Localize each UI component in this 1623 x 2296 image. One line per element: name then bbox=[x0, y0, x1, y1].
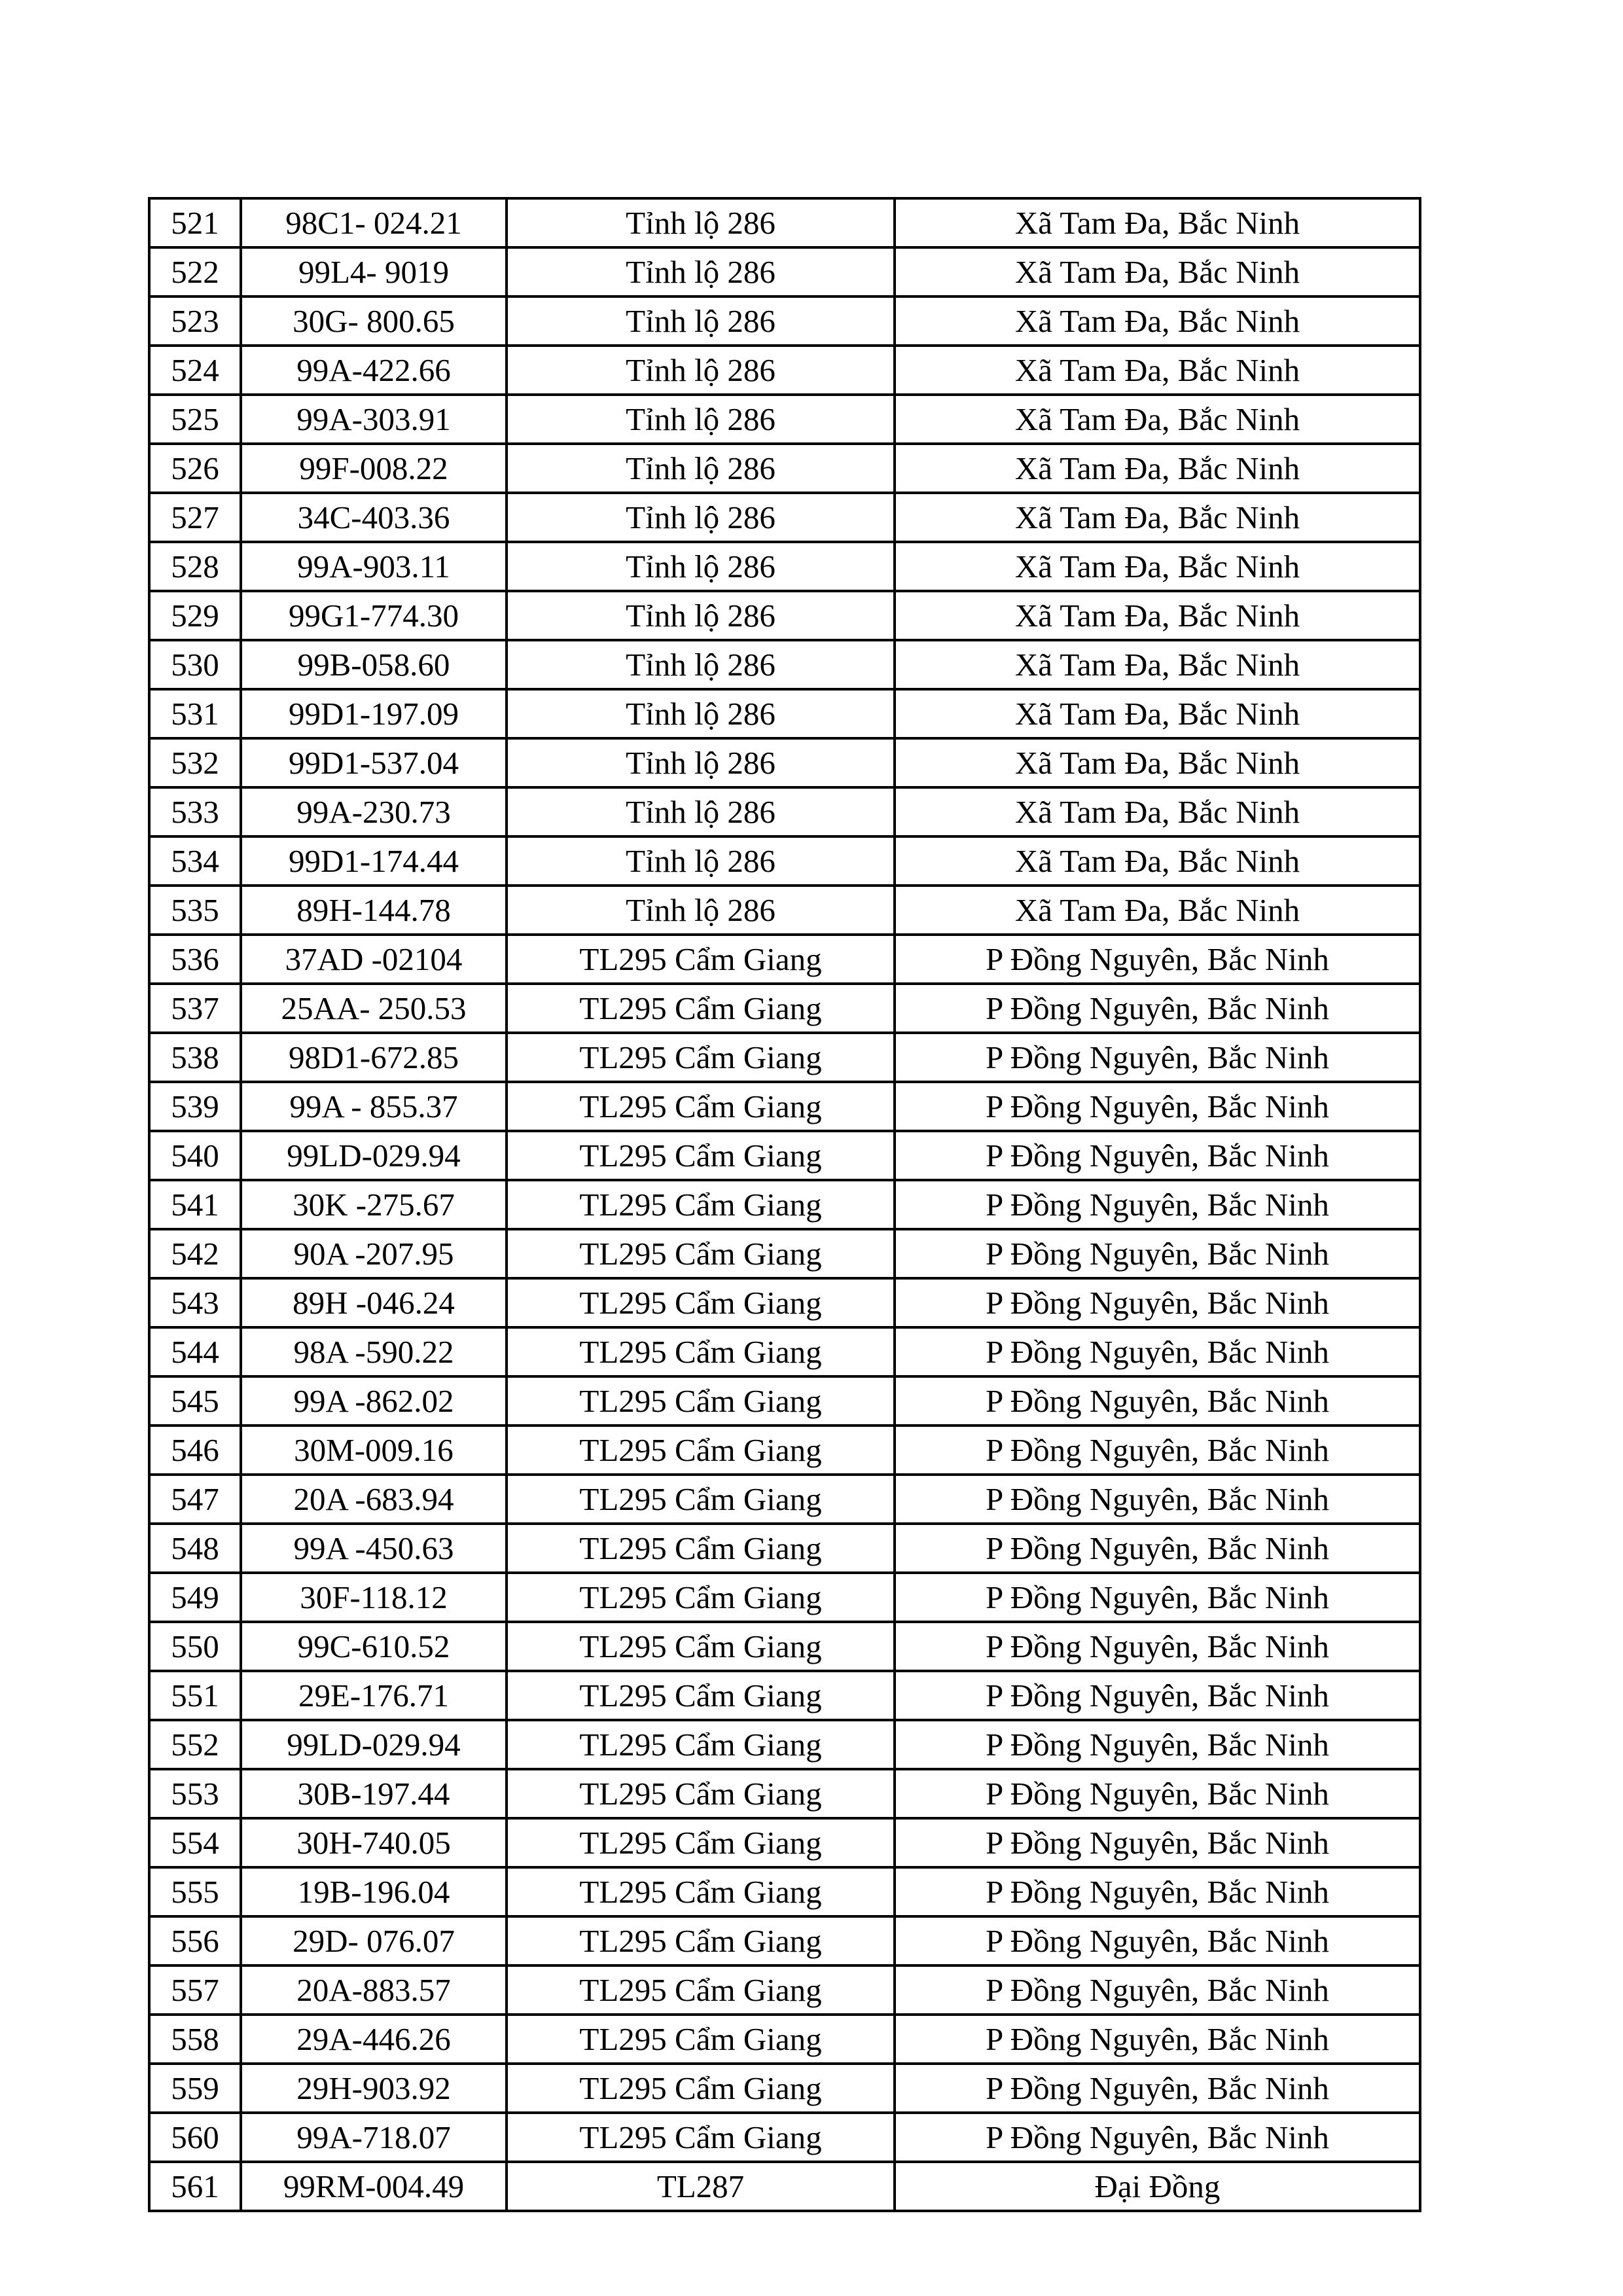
road-cell: Tỉnh lộ 286 bbox=[507, 591, 895, 640]
row-number-cell: 530 bbox=[149, 640, 241, 689]
row-number-cell: 526 bbox=[149, 444, 241, 493]
license-plate-cell: 99D1-537.04 bbox=[241, 738, 507, 787]
row-number-cell: 549 bbox=[149, 1573, 241, 1622]
location-cell: P Đồng Nguyên, Bắc Ninh bbox=[895, 1818, 1420, 1867]
row-number-cell: 534 bbox=[149, 836, 241, 886]
table-row bbox=[149, 1426, 1420, 1475]
road-cell: TL295 Cẩm Giang bbox=[507, 1622, 895, 1671]
license-plate-cell: 99RM-004.49 bbox=[241, 2162, 507, 2211]
table-row bbox=[149, 1769, 1420, 1818]
road-cell: TL295 Cẩm Giang bbox=[507, 1867, 895, 1916]
row-number-cell: 525 bbox=[149, 395, 241, 444]
row-number-cell: 556 bbox=[149, 1916, 241, 1965]
row-number-cell: 537 bbox=[149, 984, 241, 1033]
table-row bbox=[149, 640, 1420, 689]
location-cell: Xã Tam Đa, Bắc Ninh bbox=[895, 493, 1420, 542]
location-cell: Xã Tam Đa, Bắc Ninh bbox=[895, 886, 1420, 935]
road-cell: Tỉnh lộ 286 bbox=[507, 787, 895, 836]
table-row bbox=[149, 2113, 1420, 2162]
location-cell: P Đồng Nguyên, Bắc Ninh bbox=[895, 2015, 1420, 2064]
table-row bbox=[149, 198, 1420, 247]
table-row bbox=[149, 1720, 1420, 1769]
road-cell: Tỉnh lộ 286 bbox=[507, 247, 895, 296]
road-cell: TL295 Cẩm Giang bbox=[507, 1720, 895, 1769]
license-plate-cell: 89H -046.24 bbox=[241, 1278, 507, 1327]
license-plate-cell: 20A -683.94 bbox=[241, 1475, 507, 1524]
row-number-cell: 560 bbox=[149, 2113, 241, 2162]
table-row bbox=[149, 738, 1420, 787]
table-body bbox=[149, 198, 1420, 2211]
table-row bbox=[149, 1867, 1420, 1916]
location-cell: P Đồng Nguyên, Bắc Ninh bbox=[895, 1475, 1420, 1524]
table-row bbox=[149, 444, 1420, 493]
license-plate-cell: 29H-903.92 bbox=[241, 2064, 507, 2113]
table-row bbox=[149, 787, 1420, 836]
road-cell: TL295 Cẩm Giang bbox=[507, 1180, 895, 1229]
license-plate-cell: 99D1-174.44 bbox=[241, 836, 507, 886]
table-row bbox=[149, 1524, 1420, 1573]
road-cell: Tỉnh lộ 286 bbox=[507, 640, 895, 689]
location-cell: P Đồng Nguyên, Bắc Ninh bbox=[895, 1916, 1420, 1965]
row-number-cell: 521 bbox=[149, 198, 241, 247]
location-cell: Xã Tam Đa, Bắc Ninh bbox=[895, 542, 1420, 591]
road-cell: TL295 Cẩm Giang bbox=[507, 1524, 895, 1573]
road-cell: TL295 Cẩm Giang bbox=[507, 2113, 895, 2162]
road-cell: TL295 Cẩm Giang bbox=[507, 984, 895, 1033]
road-cell: Tỉnh lộ 286 bbox=[507, 346, 895, 395]
road-cell: TL295 Cẩm Giang bbox=[507, 1671, 895, 1720]
row-number-cell: 544 bbox=[149, 1327, 241, 1376]
location-cell: Xã Tam Đa, Bắc Ninh bbox=[895, 787, 1420, 836]
table-row bbox=[149, 1180, 1420, 1229]
location-cell: P Đồng Nguyên, Bắc Ninh bbox=[895, 2064, 1420, 2113]
road-cell: Tỉnh lộ 286 bbox=[507, 738, 895, 787]
road-cell: Tỉnh lộ 286 bbox=[507, 689, 895, 738]
license-plate-cell: 98D1-672.85 bbox=[241, 1033, 507, 1082]
license-plate-cell: 99A-230.73 bbox=[241, 787, 507, 836]
license-plate-cell: 99L4- 9019 bbox=[241, 247, 507, 296]
location-cell: P Đồng Nguyên, Bắc Ninh bbox=[895, 1622, 1420, 1671]
row-number-cell: 551 bbox=[149, 1671, 241, 1720]
location-cell: P Đồng Nguyên, Bắc Ninh bbox=[895, 1671, 1420, 1720]
table-row bbox=[149, 836, 1420, 886]
license-plate-cell: 37AD -02104 bbox=[241, 935, 507, 984]
location-cell: P Đồng Nguyên, Bắc Ninh bbox=[895, 1573, 1420, 1622]
table-row bbox=[149, 1671, 1420, 1720]
license-plate-cell: 99G1-774.30 bbox=[241, 591, 507, 640]
row-number-cell: 523 bbox=[149, 296, 241, 346]
row-number-cell: 539 bbox=[149, 1082, 241, 1131]
license-plate-cell: 30B-197.44 bbox=[241, 1769, 507, 1818]
location-cell: P Đồng Nguyên, Bắc Ninh bbox=[895, 1229, 1420, 1278]
row-number-cell: 542 bbox=[149, 1229, 241, 1278]
location-cell: P Đồng Nguyên, Bắc Ninh bbox=[895, 1426, 1420, 1475]
road-cell: TL295 Cẩm Giang bbox=[507, 1426, 895, 1475]
road-cell: TL295 Cẩm Giang bbox=[507, 1229, 895, 1278]
table-row bbox=[149, 1573, 1420, 1622]
table-row bbox=[149, 689, 1420, 738]
road-cell: Tỉnh lộ 286 bbox=[507, 444, 895, 493]
row-number-cell: 538 bbox=[149, 1033, 241, 1082]
table-row bbox=[149, 1965, 1420, 2015]
table-row bbox=[149, 1229, 1420, 1278]
row-number-cell: 535 bbox=[149, 886, 241, 935]
license-plate-cell: 34C-403.36 bbox=[241, 493, 507, 542]
location-cell: P Đồng Nguyên, Bắc Ninh bbox=[895, 1082, 1420, 1131]
license-plate-cell: 99D1-197.09 bbox=[241, 689, 507, 738]
license-plate-cell: 90A -207.95 bbox=[241, 1229, 507, 1278]
row-number-cell: 559 bbox=[149, 2064, 241, 2113]
license-plate-cell: 99B-058.60 bbox=[241, 640, 507, 689]
table-row bbox=[149, 1475, 1420, 1524]
road-cell: Tỉnh lộ 286 bbox=[507, 296, 895, 346]
location-cell: P Đồng Nguyên, Bắc Ninh bbox=[895, 1376, 1420, 1426]
license-plate-cell: 99A-303.91 bbox=[241, 395, 507, 444]
table-row bbox=[149, 1818, 1420, 1867]
location-cell: P Đồng Nguyên, Bắc Ninh bbox=[895, 1769, 1420, 1818]
license-plate-cell: 98A -590.22 bbox=[241, 1327, 507, 1376]
road-cell: Tỉnh lộ 286 bbox=[507, 836, 895, 886]
row-number-cell: 543 bbox=[149, 1278, 241, 1327]
row-number-cell: 528 bbox=[149, 542, 241, 591]
road-cell: Tỉnh lộ 286 bbox=[507, 493, 895, 542]
row-number-cell: 533 bbox=[149, 787, 241, 836]
road-cell: TL295 Cẩm Giang bbox=[507, 2064, 895, 2113]
table-row bbox=[149, 1622, 1420, 1671]
license-plate-cell: 25AA- 250.53 bbox=[241, 984, 507, 1033]
row-number-cell: 546 bbox=[149, 1426, 241, 1475]
location-cell: Đại Đồng bbox=[895, 2162, 1420, 2211]
row-number-cell: 531 bbox=[149, 689, 241, 738]
location-cell: P Đồng Nguyên, Bắc Ninh bbox=[895, 1327, 1420, 1376]
row-number-cell: 529 bbox=[149, 591, 241, 640]
road-cell: TL295 Cẩm Giang bbox=[507, 1131, 895, 1180]
license-plate-cell: 99LD-029.94 bbox=[241, 1720, 507, 1769]
license-plate-cell: 99A-422.66 bbox=[241, 346, 507, 395]
row-number-cell: 557 bbox=[149, 1965, 241, 2015]
license-plate-cell: 99F-008.22 bbox=[241, 444, 507, 493]
row-number-cell: 547 bbox=[149, 1475, 241, 1524]
table-row bbox=[149, 1082, 1420, 1131]
road-cell: Tỉnh lộ 286 bbox=[507, 198, 895, 247]
row-number-cell: 553 bbox=[149, 1769, 241, 1818]
row-number-cell: 532 bbox=[149, 738, 241, 787]
table-row bbox=[149, 1131, 1420, 1180]
row-number-cell: 541 bbox=[149, 1180, 241, 1229]
location-cell: Xã Tam Đa, Bắc Ninh bbox=[895, 689, 1420, 738]
license-plate-cell: 29D- 076.07 bbox=[241, 1916, 507, 1965]
license-plate-cell: 99LD-029.94 bbox=[241, 1131, 507, 1180]
location-cell: Xã Tam Đa, Bắc Ninh bbox=[895, 346, 1420, 395]
row-number-cell: 554 bbox=[149, 1818, 241, 1867]
table-row bbox=[149, 886, 1420, 935]
row-number-cell: 524 bbox=[149, 346, 241, 395]
road-cell: TL295 Cẩm Giang bbox=[507, 1475, 895, 1524]
location-cell: Xã Tam Đa, Bắc Ninh bbox=[895, 444, 1420, 493]
location-cell: Xã Tam Đa, Bắc Ninh bbox=[895, 395, 1420, 444]
road-cell: Tỉnh lộ 286 bbox=[507, 886, 895, 935]
vehicle-record-table bbox=[148, 197, 1421, 2212]
location-cell: P Đồng Nguyên, Bắc Ninh bbox=[895, 1965, 1420, 2015]
location-cell: P Đồng Nguyên, Bắc Ninh bbox=[895, 1180, 1420, 1229]
table-row bbox=[149, 2064, 1420, 2113]
license-plate-cell: 99A -862.02 bbox=[241, 1376, 507, 1426]
license-plate-cell: 30M-009.16 bbox=[241, 1426, 507, 1475]
table-row bbox=[149, 2162, 1420, 2211]
row-number-cell: 536 bbox=[149, 935, 241, 984]
location-cell: Xã Tam Đa, Bắc Ninh bbox=[895, 296, 1420, 346]
table-row bbox=[149, 346, 1420, 395]
road-cell: Tỉnh lộ 286 bbox=[507, 542, 895, 591]
table-row bbox=[149, 1376, 1420, 1426]
road-cell: TL295 Cẩm Giang bbox=[507, 1769, 895, 1818]
location-cell: P Đồng Nguyên, Bắc Ninh bbox=[895, 1033, 1420, 1082]
row-number-cell: 558 bbox=[149, 2015, 241, 2064]
row-number-cell: 561 bbox=[149, 2162, 241, 2211]
table-row bbox=[149, 247, 1420, 296]
location-cell: P Đồng Nguyên, Bắc Ninh bbox=[895, 1524, 1420, 1573]
table-row bbox=[149, 493, 1420, 542]
row-number-cell: 555 bbox=[149, 1867, 241, 1916]
row-number-cell: 552 bbox=[149, 1720, 241, 1769]
location-cell: Xã Tam Đa, Bắc Ninh bbox=[895, 836, 1420, 886]
location-cell: Xã Tam Đa, Bắc Ninh bbox=[895, 738, 1420, 787]
table-row bbox=[149, 935, 1420, 984]
table-row bbox=[149, 2015, 1420, 2064]
row-number-cell: 545 bbox=[149, 1376, 241, 1426]
license-plate-cell: 99A -450.63 bbox=[241, 1524, 507, 1573]
road-cell: TL295 Cẩm Giang bbox=[507, 1573, 895, 1622]
road-cell: TL287 bbox=[507, 2162, 895, 2211]
road-cell: TL295 Cẩm Giang bbox=[507, 1916, 895, 1965]
row-number-cell: 548 bbox=[149, 1524, 241, 1573]
license-plate-cell: 19B-196.04 bbox=[241, 1867, 507, 1916]
license-plate-cell: 30K -275.67 bbox=[241, 1180, 507, 1229]
table-row bbox=[149, 984, 1420, 1033]
location-cell: Xã Tam Đa, Bắc Ninh bbox=[895, 591, 1420, 640]
location-cell: P Đồng Nguyên, Bắc Ninh bbox=[895, 1720, 1420, 1769]
location-cell: P Đồng Nguyên, Bắc Ninh bbox=[895, 935, 1420, 984]
table-row bbox=[149, 1327, 1420, 1376]
road-cell: TL295 Cẩm Giang bbox=[507, 1033, 895, 1082]
license-plate-cell: 30G- 800.65 bbox=[241, 296, 507, 346]
road-cell: TL295 Cẩm Giang bbox=[507, 1327, 895, 1376]
table-row bbox=[149, 296, 1420, 346]
location-cell: P Đồng Nguyên, Bắc Ninh bbox=[895, 1131, 1420, 1180]
table-row bbox=[149, 591, 1420, 640]
row-number-cell: 527 bbox=[149, 493, 241, 542]
table-row bbox=[149, 395, 1420, 444]
location-cell: P Đồng Nguyên, Bắc Ninh bbox=[895, 2113, 1420, 2162]
location-cell: Xã Tam Đa, Bắc Ninh bbox=[895, 247, 1420, 296]
road-cell: TL295 Cẩm Giang bbox=[507, 935, 895, 984]
license-plate-cell: 89H-144.78 bbox=[241, 886, 507, 935]
location-cell: P Đồng Nguyên, Bắc Ninh bbox=[895, 1867, 1420, 1916]
location-cell: P Đồng Nguyên, Bắc Ninh bbox=[895, 984, 1420, 1033]
license-plate-cell: 99A-903.11 bbox=[241, 542, 507, 591]
license-plate-cell: 99A - 855.37 bbox=[241, 1082, 507, 1131]
row-number-cell: 540 bbox=[149, 1131, 241, 1180]
license-plate-cell: 99C-610.52 bbox=[241, 1622, 507, 1671]
road-cell: TL295 Cẩm Giang bbox=[507, 2015, 895, 2064]
location-cell: P Đồng Nguyên, Bắc Ninh bbox=[895, 1278, 1420, 1327]
license-plate-cell: 30F-118.12 bbox=[241, 1573, 507, 1622]
license-plate-cell: 29A-446.26 bbox=[241, 2015, 507, 2064]
row-number-cell: 550 bbox=[149, 1622, 241, 1671]
license-plate-cell: 98C1- 024.21 bbox=[241, 198, 507, 247]
table-row bbox=[149, 1916, 1420, 1965]
row-number-cell: 522 bbox=[149, 247, 241, 296]
road-cell: TL295 Cẩm Giang bbox=[507, 1818, 895, 1867]
license-plate-cell: 30H-740.05 bbox=[241, 1818, 507, 1867]
road-cell: TL295 Cẩm Giang bbox=[507, 1278, 895, 1327]
license-plate-cell: 29E-176.71 bbox=[241, 1671, 507, 1720]
table-row bbox=[149, 1278, 1420, 1327]
road-cell: TL295 Cẩm Giang bbox=[507, 1082, 895, 1131]
road-cell: TL295 Cẩm Giang bbox=[507, 1965, 895, 2015]
license-plate-cell: 20A-883.57 bbox=[241, 1965, 507, 2015]
location-cell: Xã Tam Đa, Bắc Ninh bbox=[895, 640, 1420, 689]
license-plate-cell: 99A-718.07 bbox=[241, 2113, 507, 2162]
location-cell: Xã Tam Đa, Bắc Ninh bbox=[895, 198, 1420, 247]
road-cell: Tỉnh lộ 286 bbox=[507, 395, 895, 444]
table-row bbox=[149, 542, 1420, 591]
table-row bbox=[149, 1033, 1420, 1082]
road-cell: TL295 Cẩm Giang bbox=[507, 1376, 895, 1426]
